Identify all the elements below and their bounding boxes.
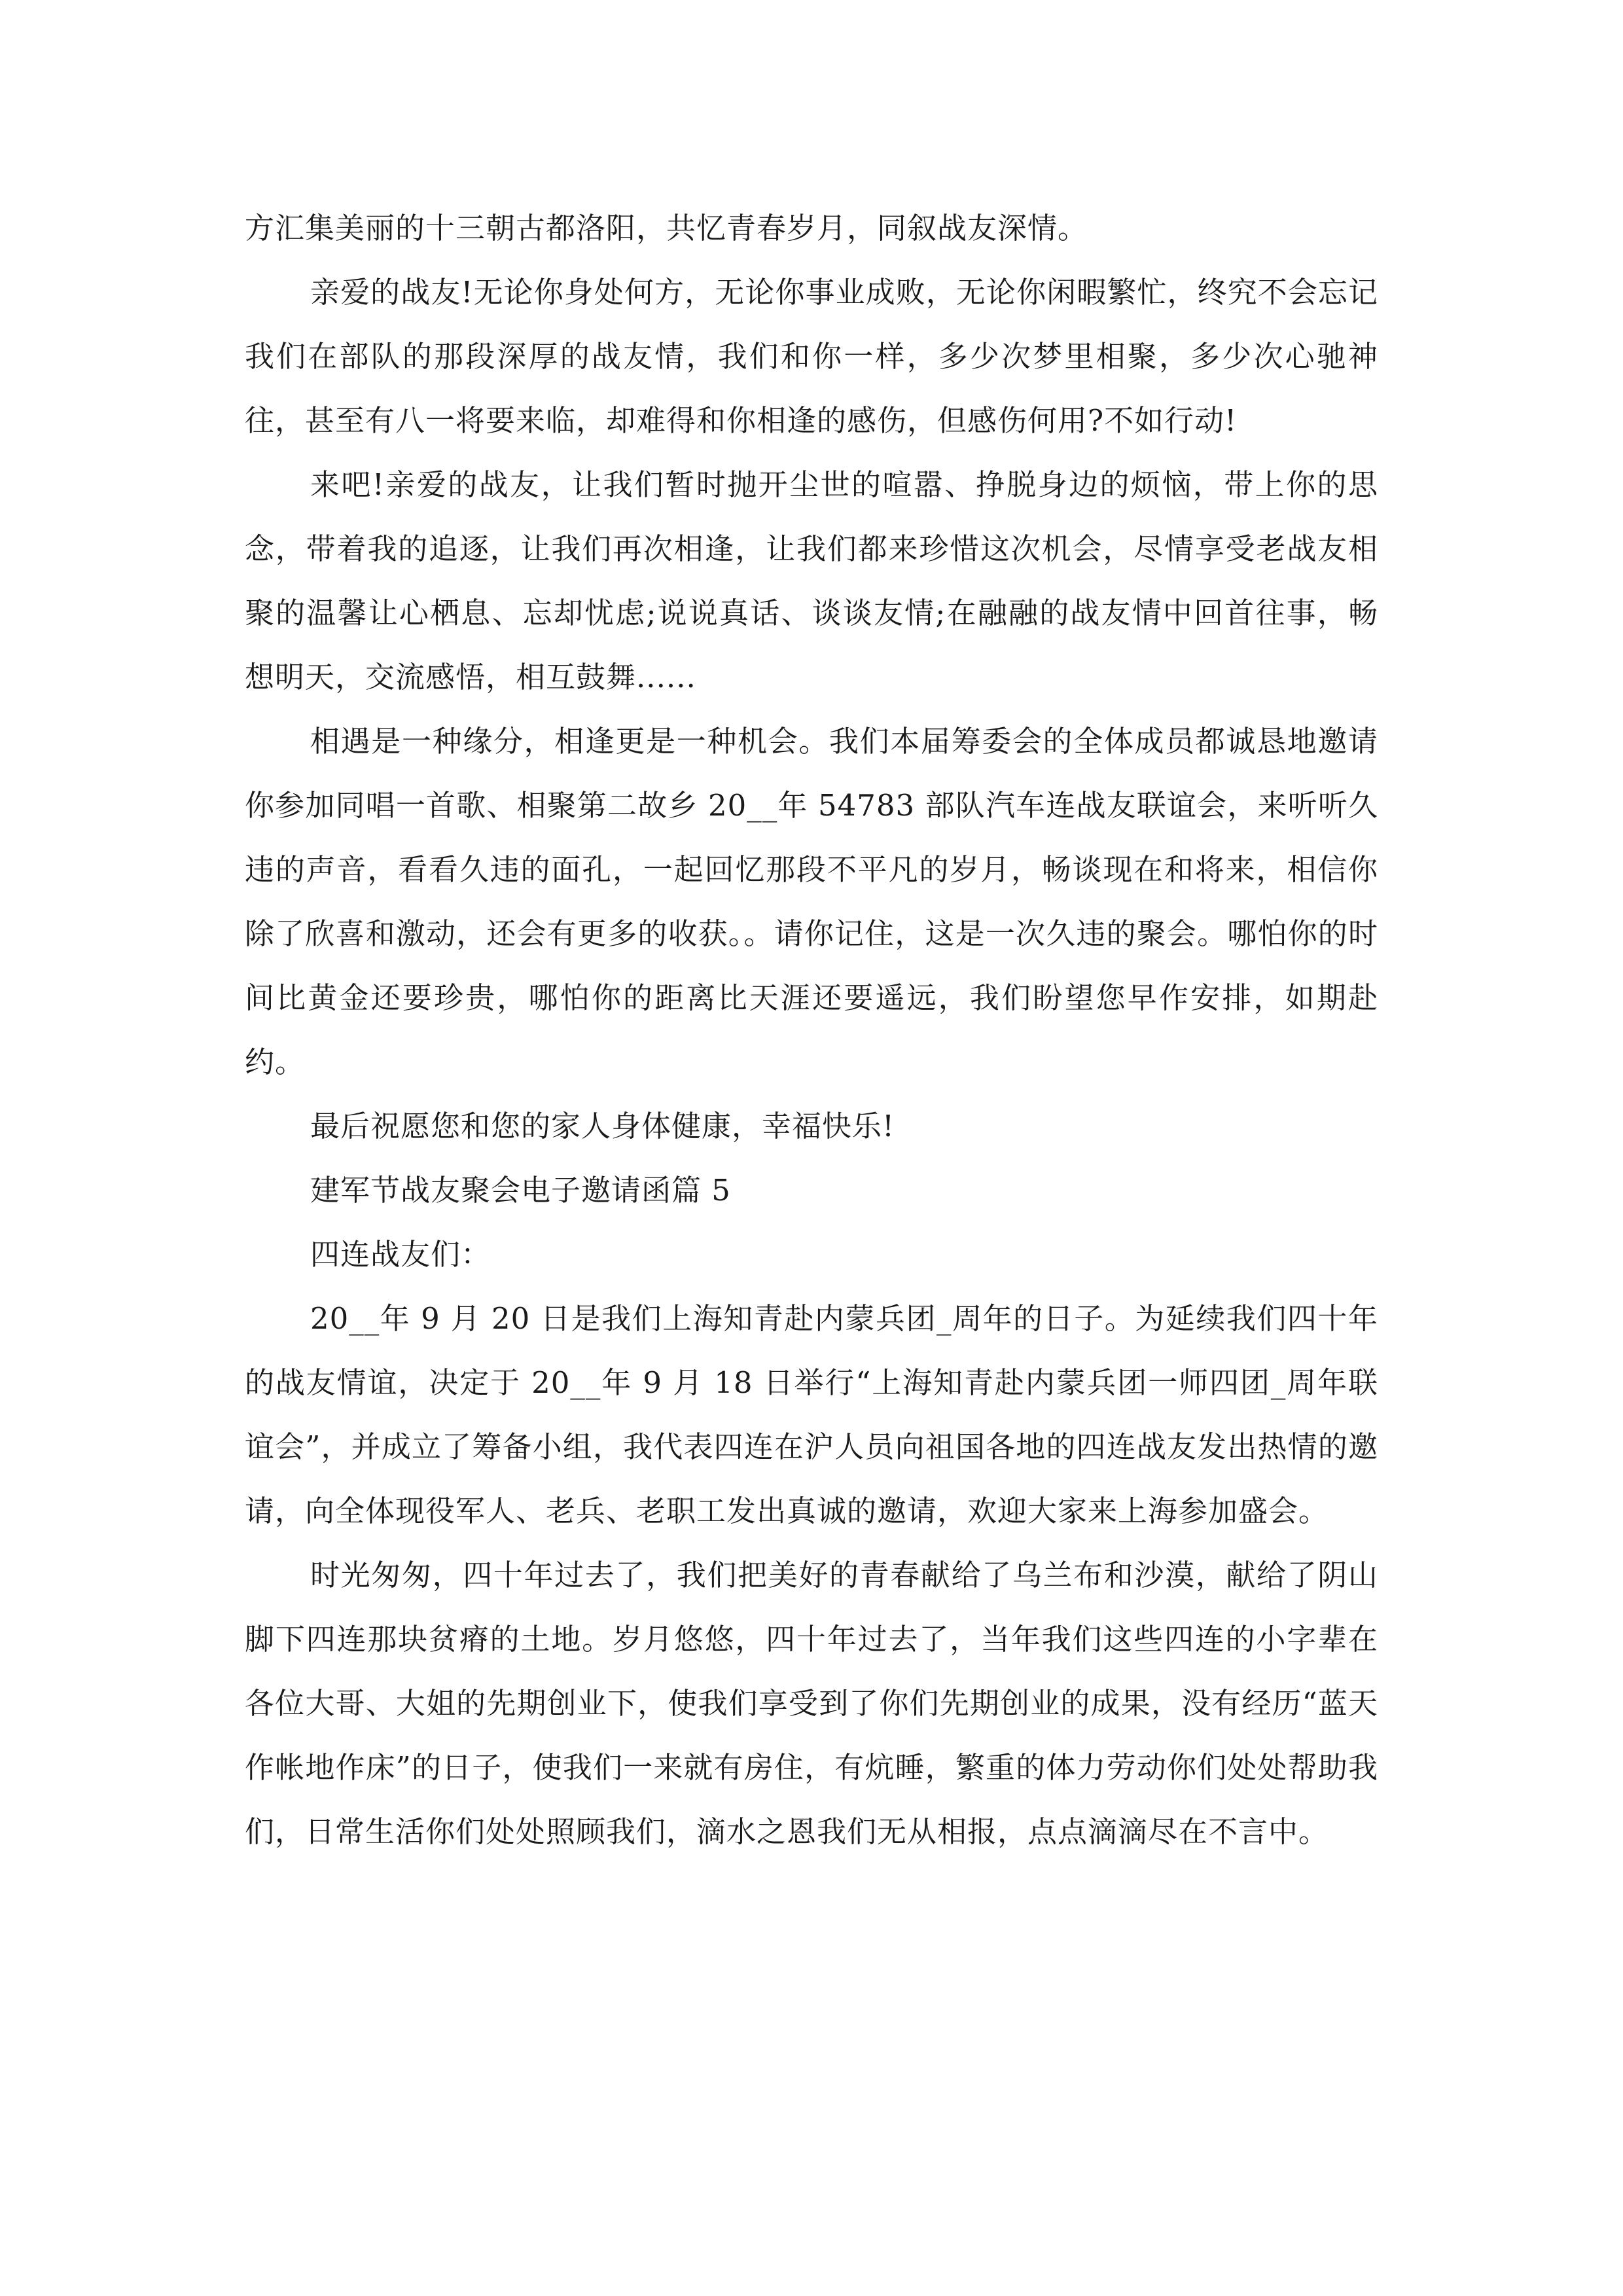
paragraph: 亲爱的战友!无论你身处何方，无论你事业成败，无论你闲暇繁忙，终究不会忘记我们在部队的那段深厚的战友情，我们和你一样，多少次梦里相聚，多少次心驰神往，甚至有八一将要来临，却难得和你相逢的感伤，但感伤何用?不如行动! [245, 275, 1378, 438]
paragraph: 相遇是一种缘分，相逢更是一种机会。我们本届筹委会的全体成员都诚恳地邀请你参加同唱一首歌、相聚第二故乡 20__年 54783 部队汽车连战友联谊会，来听听久违的声音，看看久违的面孔，一起回忆那段不平凡的岁月，畅谈现在和将来，相信你除了欣喜和激动，还会有更多的收获。。请你记住，这是一次久违的聚会。哪怕你的时间比黄金还要珍贵，哪怕你的距离比天涯还要遥远，我们盼望您早作安排，如期赴约。 [245, 724, 1378, 1079]
paragraph: 时光匆匆，四十年过去了，我们把美好的青春献给了乌兰布和沙漠，献给了阴山脚下四连那块贫瘠的土地。岁月悠悠，四十年过去了，当年我们这些四连的小字辈在各位大哥、大姐的先期创业下，使我们享受到了你们先期创业的成果，没有经历“蓝天作帐地作床”的日子，使我们一来就有房住，有炕睡，繁重的体力劳动你们处处帮助我们，日常生活你们处处照顾我们，滴水之恩我们无从相报，点点滴滴尽在不言中。 [245, 1558, 1378, 1849]
document-body [245, 196, 1378, 1864]
paragraph-continuation: 方汇集美丽的十三朝古都洛阳，共忆青春岁月，同叙战友深情。 [245, 211, 1088, 245]
section-heading: 建军节战友聚会电子邀请函篇 5 [310, 1173, 731, 1208]
closing-wish: 最后祝愿您和您的家人身体健康，幸福快乐! [310, 1109, 895, 1143]
paragraph: 20__年 9 月 20 日是我们上海知青赴内蒙兵团_周年的日子。为延续我们四十年的战友情谊，决定于 20__年 9 月 18 日举行“上海知青赴内蒙兵团一师四团_周年联谊会”，并成立了筹备小组，我代表四连在沪人员向祖国各地的四连战友发出热情的邀请，向全体现役军人、老兵、老职工发出真诚的邀请，欢迎大家来上海参加盛会。 [245, 1301, 1378, 1528]
salutation: 四连战友们： [310, 1237, 491, 1272]
paragraph: 来吧!亲爱的战友，让我们暂时抛开尘世的喧嚣、挣脱身边的烦恼，带上你的思念，带着我的追逐，让我们再次相逢，让我们都来珍惜这次机会，尽情享受老战友相聚的温馨让心栖息、忘却忧虑;说说真话、谈谈友情;在融融的战友情中回首往事，畅想明天，交流感悟，相互鼓舞...... [245, 467, 1378, 694]
